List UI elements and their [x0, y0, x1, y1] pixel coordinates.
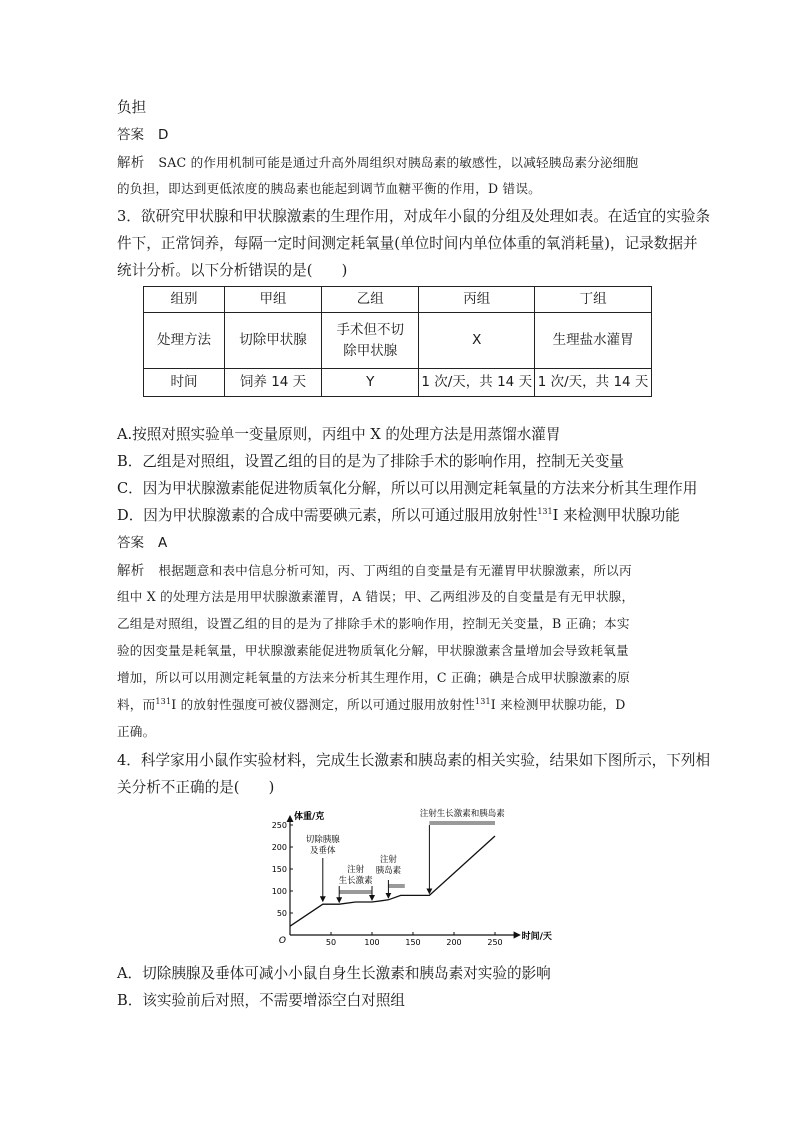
question-3-line-2: 件下，正常饲养，每隔一定时间测定耗氧量(单位时间内单位体重的氧消耗量)，记录数据并: [117, 235, 698, 252]
y-tick-label: 50: [276, 909, 287, 918]
question-4-line-2: 关分析不正确的是( ): [117, 779, 275, 796]
chart-annotations: [306, 808, 505, 902]
explanation-label: 解析: [117, 563, 145, 579]
annotation-text: 切除胰腺: [305, 835, 340, 845]
option-d-text: D．因为甲状腺激素的合成中需要碘元素，所以可通过服用放射性: [117, 507, 538, 524]
origin-label: O: [278, 936, 286, 946]
table-cell: 丙组: [419, 287, 535, 313]
option-b: B．乙组是对照组，设置乙组的目的是为了排除手术的影响作用，控制无关变量: [117, 453, 624, 470]
explanation-line-2a: [117, 151, 638, 171]
explanation-text: I 来检测甲状腺功能，D: [490, 697, 626, 712]
table-cell: 组别: [144, 287, 225, 313]
explanation-line-3f: [117, 694, 626, 713]
explanation-label: 解析: [117, 155, 145, 171]
explanation-text: I 的放射性强度可被仪器测定，所以可通过服用放射性: [171, 697, 475, 712]
explanation-line-2b: 的负担，即达到更低浓度的胰岛素也能起到调节血糖平衡的作用，D 错误。: [117, 181, 541, 196]
annotation-text: 注射: [347, 865, 365, 875]
table-cell: 处理方法: [144, 313, 225, 369]
table-cell: 乙组: [322, 287, 419, 313]
explanation-text: 根据题意和表中信息分析可知，丙、丁两组的自变量是有无灌胃甲状腺激素，所以丙: [158, 563, 632, 578]
answer-value: A: [158, 535, 168, 551]
injection-bar: [339, 890, 372, 894]
x-axis-label: 时间/天: [521, 932, 552, 942]
q4-option-a: A．切除胰腺及垂体可减小小鼠自身生长激素和胰岛素对实验的影响: [117, 965, 551, 982]
option-d-text-end: I 来检测甲状腺功能: [552, 507, 680, 524]
explanation-line-3d: 验的因变量是耗氧量，甲状腺激素能促进物质氧化分解，甲状腺激素含量增加会导致耗氧量: [117, 643, 629, 658]
injection-bar: [388, 884, 404, 888]
annotation-text: 生长激素: [338, 876, 373, 886]
explanation-text: 料，而: [117, 697, 156, 712]
y-tick-label: 150: [271, 865, 287, 874]
table-cell: 时间: [144, 369, 225, 397]
explanation-line-3e: 增加，所以可以用测定耗氧量的方法来分析其生理作用，C 正确；碘是合成甲状腺激素的原: [117, 670, 630, 685]
explanation-text: SAC 的作用机制可能是通过升高外周组织对胰岛素的敏感性，以减轻胰岛素分泌细胞: [158, 155, 639, 170]
explanation-line-3b: 组中 X 的处理方法是用甲状腺激素灌胃，A 错误；甲、乙两组涉及的自变量是有无甲状腺，: [117, 589, 635, 604]
x-tick-label: 50: [325, 938, 337, 947]
table-cell: [322, 313, 419, 369]
annotation-text: 胰岛素: [375, 866, 402, 876]
isotope-superscript: 131: [474, 696, 491, 706]
table-cell: 切除甲状腺: [224, 313, 321, 369]
annotation-text: 及垂体: [310, 846, 336, 856]
answer-label: 答案: [117, 535, 144, 551]
experiment-table: [143, 286, 652, 397]
table-cell: 1 次/天，共 14 天: [535, 369, 652, 397]
option-c: C．因为甲状腺激素能促进物质氧化分解，所以可以用测定耗氧量的方法来分析其生理作用: [117, 480, 698, 497]
answer-line-2: [117, 123, 168, 143]
x-tick-label: 150: [405, 938, 421, 947]
answer-line-3: [117, 531, 167, 551]
table-cell: 甲组: [224, 287, 321, 313]
annotation-text: 注射生长激素和胰岛素: [419, 809, 505, 819]
answer-value: D: [158, 127, 169, 143]
chart-axes: [272, 810, 552, 947]
explanation-line-3g: 正确。: [117, 724, 156, 739]
isotope-superscript: 131: [537, 507, 553, 517]
q4-option-b: B．该实验前后对照，不需要增添空白对照组: [117, 992, 406, 1009]
table-cell: 生理盐水灌胃: [535, 313, 652, 369]
cell-line: 手术但不切: [336, 321, 404, 338]
continued-text: 负担: [117, 99, 147, 116]
annotation-text: 注射: [379, 855, 397, 865]
x-tick-label: 250: [487, 938, 503, 947]
question-3-line-3: 统计分析。以下分析错误的是( ): [117, 262, 348, 279]
question-3-line-1: 3．欲研究甲状腺和甲状腺激素的生理作用，对成年小鼠的分组及处理如表。在适宜的实验条: [117, 208, 711, 225]
weight-time-chart: [268, 800, 552, 950]
explanation-line-3c: 乙组是对照组，设置乙组的目的是为了排除手术的影响作用，控制无关变量，B 正确；本实: [117, 616, 630, 631]
table-cell: 丁组: [535, 287, 652, 313]
x-tick-label: 200: [446, 938, 462, 947]
isotope-superscript: 131: [155, 696, 172, 706]
question-4-line-1: 4．科学家用小鼠作实验材料，完成生长激素和胰岛素的相关实验，结果如下图所示，下列相: [117, 752, 711, 769]
y-axis-label: 体重/克: [294, 812, 325, 823]
cell-line: 除甲状腺: [343, 342, 398, 359]
option-d: [117, 504, 680, 525]
answer-label: 答案: [117, 127, 144, 143]
x-tick-label: 100: [364, 938, 380, 947]
y-tick-label: 250: [271, 821, 287, 830]
y-tick-label: 200: [271, 843, 287, 852]
table-cell: 饲养 14 天: [224, 369, 321, 397]
table-cell: Y: [322, 369, 419, 397]
table-row: [144, 313, 652, 369]
table-row: [144, 369, 652, 397]
table-header-row: [144, 287, 652, 313]
y-tick-label: 100: [271, 887, 287, 896]
table-cell: X: [419, 313, 535, 369]
explanation-line-3a: [117, 559, 632, 579]
option-a: A.按照对照实验单一变量原则，丙组中 X 的处理方法是用蒸馏水灌胃: [117, 426, 561, 443]
injection-bar: [429, 821, 495, 825]
table-cell: 1 次/天，共 14 天: [419, 369, 535, 397]
